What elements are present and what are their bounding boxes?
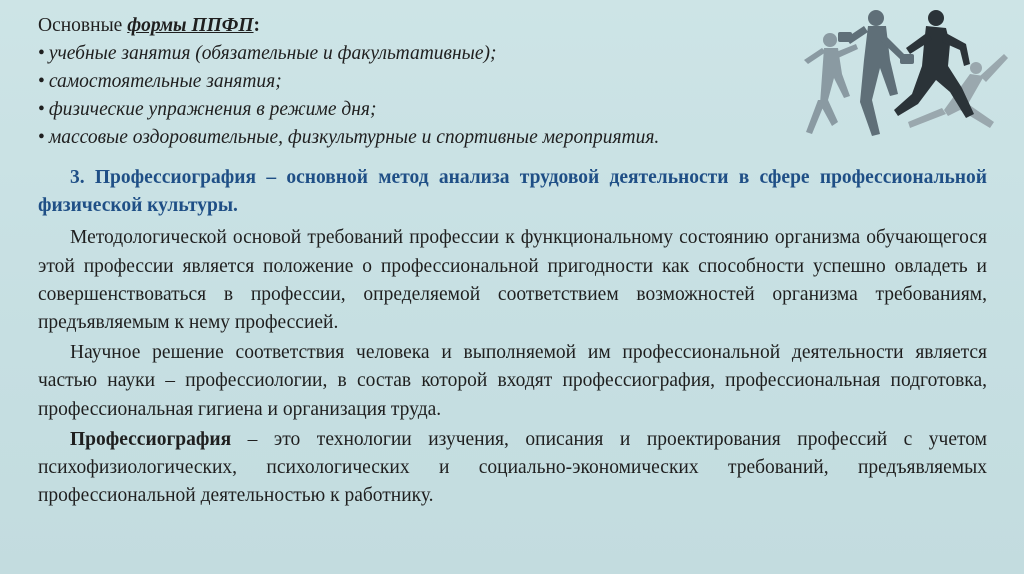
definition-text: – это технологии изучения, описания и проектирования профессий с учетом психофизиологических, психологических и социально-экономических требований, предъявляемых профессиональной деятельностью к работнику. <box>38 428 987 507</box>
list-item-text: учебные занятия (обязательные и факультативные); <box>48 43 497 64</box>
paragraph-definition <box>38 426 987 511</box>
list-item-text: физические упражнения в режиме дня; <box>48 99 377 120</box>
list-item <box>38 40 798 68</box>
bullet-icon: • <box>38 99 45 120</box>
forms-heading-emphasis: формы ППФП <box>127 15 254 36</box>
list-item <box>38 124 798 152</box>
list-item-text: самостоятельные занятия; <box>48 71 282 92</box>
forms-list <box>38 40 798 152</box>
forms-heading-lead: Основные <box>38 15 128 36</box>
list-item-text: массовые оздоровительные, физкультурные и спортивные мероприятия. <box>48 127 660 148</box>
forms-heading-colon: : <box>253 15 261 36</box>
bullet-icon: • <box>38 127 45 148</box>
main-text-block <box>38 164 987 512</box>
paragraph-professiology: Научное решение соответствия человека и выполняемой им профессиональной деятельности является частью науки – профессиологии, в состав которой входят профессиография, профессиональная подготовка, профессиональная гигиена и организация труда. <box>38 342 987 420</box>
list-item <box>38 96 798 124</box>
bullet-icon: • <box>38 71 45 92</box>
forms-section <box>38 12 798 152</box>
weightlifter-silhouette-icon <box>838 10 914 136</box>
paragraph-methodology: Методологической основой требований профессии к функциональному состоянию организма обучающегося этой профессии является положение о профессиональной пригодности как способности успешно овладеть и совершенствоваться в профессии, определяемой соответствием возможностей организма требованиям, предъявляемым к нему профессией. <box>38 227 987 334</box>
definition-term: Профессиография <box>70 428 232 450</box>
bullet-icon: • <box>38 43 45 64</box>
forms-heading <box>38 12 798 40</box>
athletes-silhouettes-image <box>798 4 1010 156</box>
list-item <box>38 68 798 96</box>
dancer-silhouette-icon <box>804 33 858 134</box>
section-title: 3. Профессиография – основной метод анализа трудовой деятельности в сфере профессиональной физической культуры. <box>38 167 987 217</box>
